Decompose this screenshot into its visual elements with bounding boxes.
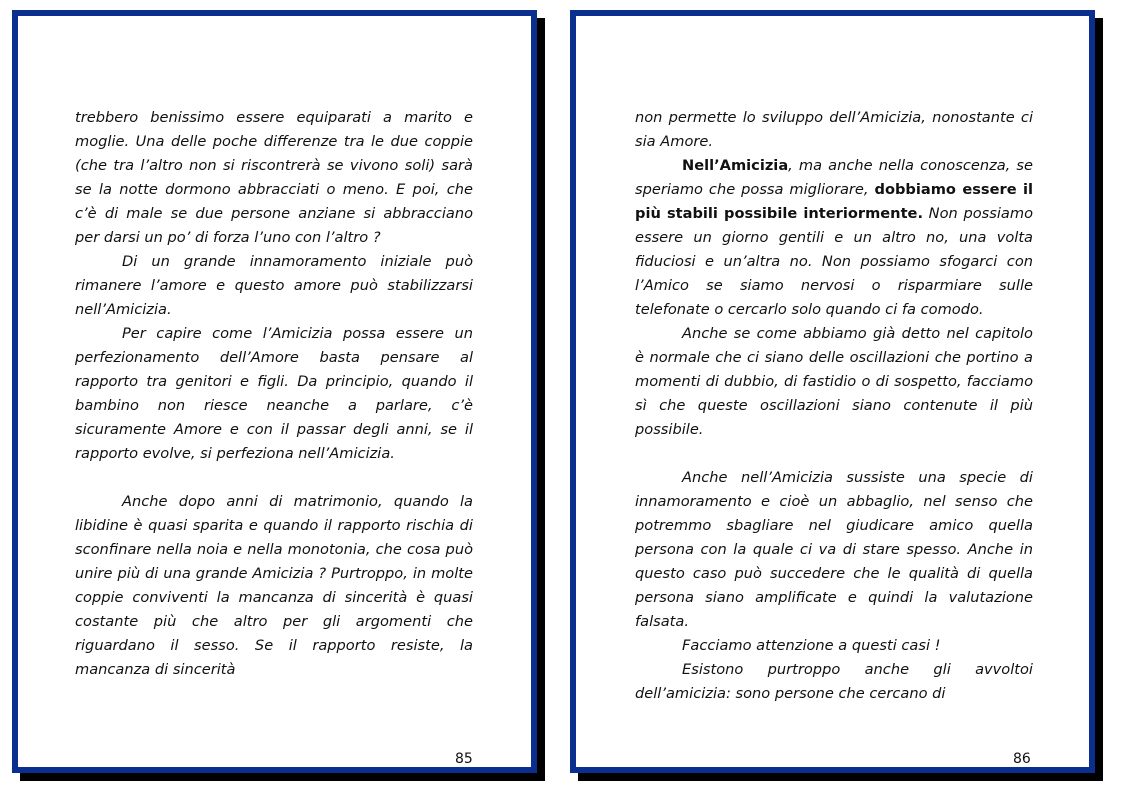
bold-phrase: dobbiamo essere il più stabili possibile interiormente.: [635, 181, 1033, 222]
paragraph: Anche dopo anni di matrimonio, quando la libidine è quasi sparita e quando il rapporto rischia di sconfinare nella noia e nella monotonia, che cosa può unire più di una grande Amicizia ? Purtroppo, in molte coppie conviventi la mancanza di sincerità è quasi costante più che altro per gli argomenti che riguardano il sesso. Se il rapporto resiste, la mancanza di sincerità: [75, 493, 473, 678]
page-number: 85: [455, 751, 473, 767]
paragraph: Anche se come abbiamo già detto nel capitolo è normale che ci siano delle oscillazioni che portino a momenti di dubbio, di fastidio o di sospetto, facciamo sì che queste oscillazioni siano contenute il più possibile.: [635, 325, 1033, 438]
text-span: , ma anche nella conoscenza, se speriamo che possa migliorare,: [635, 157, 1033, 198]
paragraph: Per capire come l’Amicizia possa essere un perfezionamento dell’Amore basta pensare al rapporto tra genitori e figli. Da principio, quando il bambino non riesce neanche a parlare, c’è sicuramente Amore e con il passar degli anni, se il rapporto evolve, si perfeziona nell’Amicizia.: [75, 325, 473, 462]
left-page-text: [75, 106, 473, 682]
page-number: 86: [1013, 751, 1031, 767]
paragraph: trebbero benissimo essere equiparati a marito e moglie. Una delle poche differenze tra le due coppie (che tra l’altro non si riscontrerà se vivono soli) sarà se la notte dormono abbracciati o meno. E poi, che c’è di male se due persone anziane si abbracciano per darsi un po’ di forza l’uno con l’altro ?: [75, 109, 473, 246]
paragraph: [635, 154, 1033, 322]
bold-phrase: Nell’Amicizia: [682, 157, 789, 174]
text-span: Non possiamo essere un giorno gentili e un altro no, una volta fiduciosi e un’altra no. Non possiamo sfogarci con l’Amico se siamo nervosi o risparmiare sulle telefonate o cercarlo solo quando ci fa comodo.: [635, 205, 1033, 318]
left-page: [12, 10, 537, 773]
paragraph: Esistono purtroppo anche gli avvoltoi dell’amicizia: sono persone che cercano di: [635, 661, 1033, 702]
right-page: [570, 10, 1095, 773]
paragraph: Di un grande innamoramento iniziale può rimanere l’amore e questo amore può stabilizzarsi nell’Amicizia.: [75, 253, 473, 318]
paragraph: Facciamo attenzione a questi casi !: [682, 637, 941, 654]
paragraph: non permette lo sviluppo dell’Amicizia, nonostante ci sia Amore.: [635, 109, 1033, 150]
right-page-text: [635, 106, 1033, 706]
paragraph: Anche nell’Amicizia sussiste una specie di innamoramento e cioè un abbaglio, nel senso che potremmo sbagliare nel giudicare amico quella persona con la quale ci va di stare spesso. Anche in questo caso può succedere che le qualità di quella persona siano amplificate e quindi la valutazione falsata.: [635, 469, 1033, 630]
